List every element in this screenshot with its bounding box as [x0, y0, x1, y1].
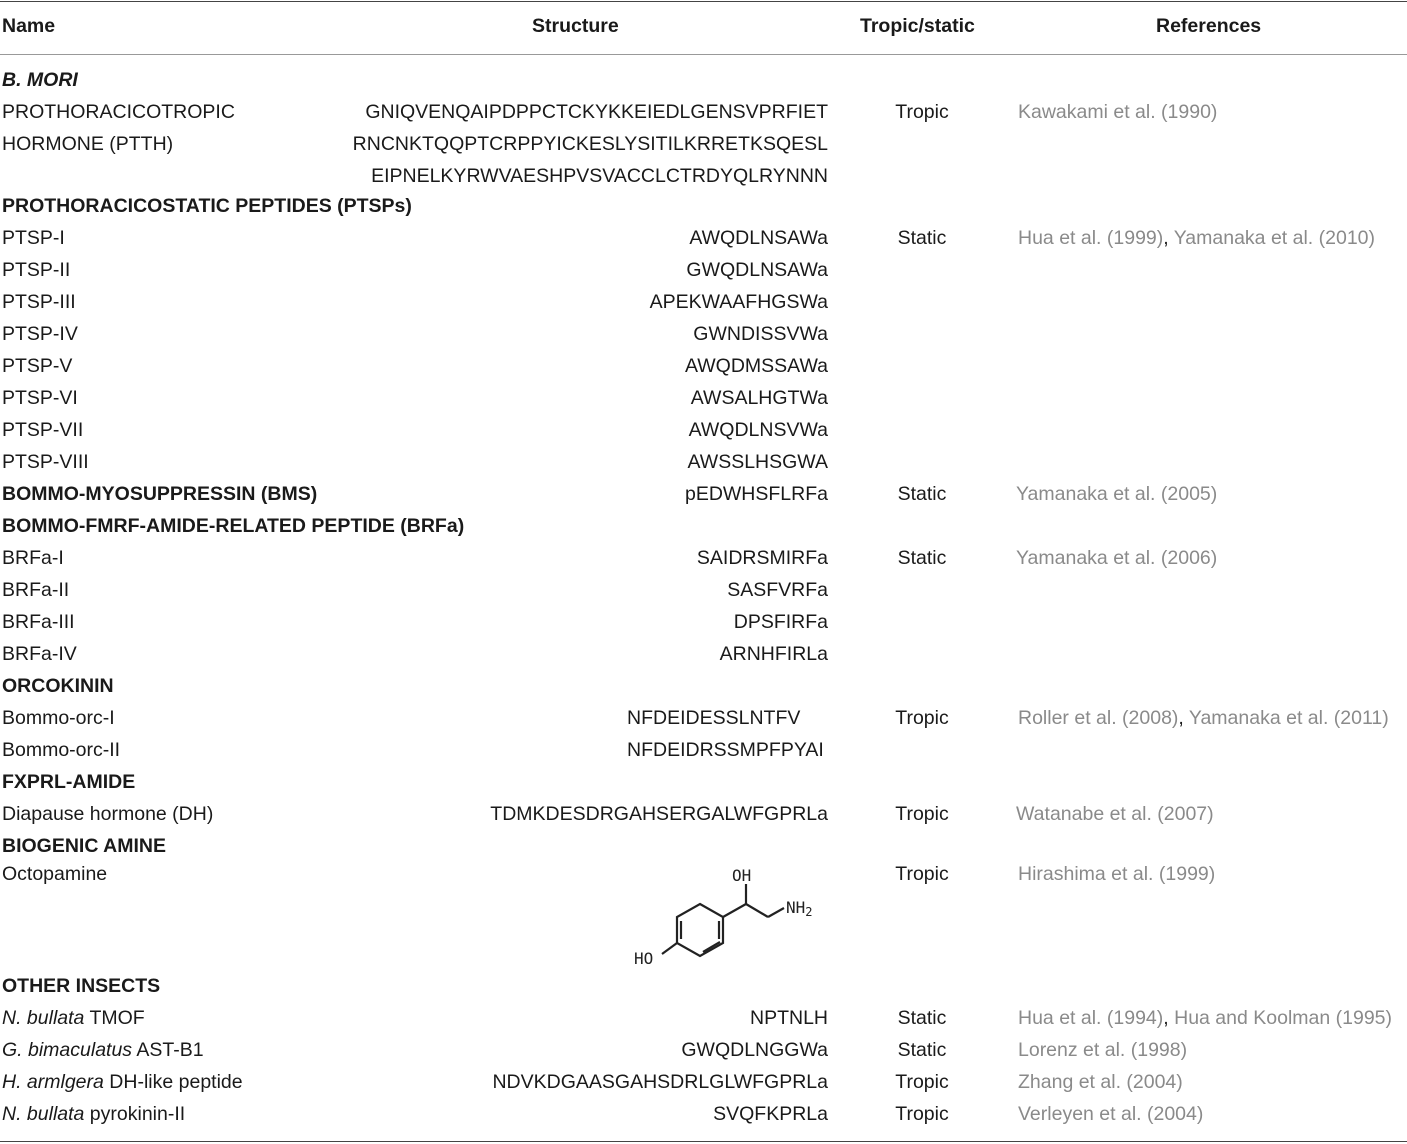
species-name: N. bullata	[2, 1103, 85, 1125]
header-name: Name	[2, 15, 56, 37]
orc2-name: Bommo-orc-II	[2, 739, 121, 761]
section-bms: BOMMO-MYOSUPPRESSIN (BMS)	[2, 483, 318, 505]
benzylic-bond	[723, 904, 746, 917]
row-structure: GWQDLNSAWa	[686, 259, 828, 281]
section-amine: BIOGENIC AMINE	[2, 835, 166, 857]
row-name: PTSP-V	[2, 355, 73, 377]
dh-reference[interactable]: Watanabe et al. (2007)	[1016, 803, 1214, 825]
other4-reference[interactable]: Verleyen et al. (2004)	[1018, 1103, 1204, 1125]
row-name: PTSP-VII	[2, 419, 84, 441]
octopamine-tropic: Tropic	[895, 863, 949, 885]
table-row	[0, 386, 1407, 418]
peptide-name: DH-like peptide	[103, 1071, 243, 1093]
table-top-rule	[0, 1, 1407, 2]
amine-bond	[768, 908, 784, 917]
orc1-reference	[1018, 706, 1389, 730]
row-name: PTSP-VIII	[2, 451, 89, 473]
row-structure: GWNDISSVWa	[693, 323, 828, 345]
section-ptsp: PROTHORACICOSTATIC PEPTIDES (PTSPs)	[2, 195, 412, 217]
dh-tropic: Tropic	[895, 803, 949, 825]
dh-name: Diapause hormone (DH)	[2, 803, 214, 825]
section-brfa: BOMMO-FMRF-AMIDE-RELATED PEPTIDE (BRFa)	[2, 515, 465, 537]
other3-structure: NDVKDGAASGAHSDRLGLWFGPRLa	[492, 1071, 828, 1093]
peptide-name: pyrokinin-II	[84, 1103, 186, 1125]
row-structure: APEKWAAFHGSWa	[649, 291, 828, 313]
species-name: G. bimaculatus	[2, 1039, 133, 1061]
reference-separator: ,	[1163, 227, 1174, 249]
row-structure: DPSFIRFa	[733, 611, 828, 633]
row-name: BRFa-II	[2, 579, 70, 601]
ethyl-bond	[746, 904, 768, 917]
reference-separator: ,	[1178, 707, 1189, 729]
table-row	[0, 578, 1407, 610]
row-structure: SAIDRSMIRFa	[696, 547, 828, 569]
orc1-name: Bommo-orc-I	[2, 707, 115, 729]
row-structure: AWQDLNSAWa	[689, 227, 828, 249]
other3-name	[2, 1070, 243, 1094]
header-structure: Structure	[532, 15, 619, 37]
section-orcokinin: ORCOKININ	[2, 675, 114, 697]
table-row	[0, 418, 1407, 450]
ptth-seq-line3: EIPNELKYRWVAESHPVSVACCLCTRDYQLRYNNN	[371, 165, 828, 187]
octopamine-ho-label: HO	[634, 949, 654, 968]
row-structure: AWQDLNSVWa	[688, 419, 828, 441]
section-fxprl: FXPRL-AMIDE	[2, 771, 136, 793]
peptide-name: AST-B1	[132, 1039, 204, 1061]
table-row	[0, 322, 1407, 354]
other2-structure: GWQDLNGGWa	[681, 1039, 828, 1061]
row-tropic: Static	[897, 547, 947, 569]
octopamine-bonds	[662, 884, 784, 956]
ptth-seq-line1: GNIQVENQAIPDPPCTCKYKKEIEDLGENSVPRFIET	[365, 101, 828, 123]
reference-link[interactable]: Hua et al. (1994)	[1018, 1007, 1164, 1029]
orc2-structure: NFDEIDRSSMPFPYAI	[627, 739, 824, 761]
octopamine-structure-diagram	[628, 860, 838, 972]
bms-reference[interactable]: Yamanaka et al. (2005)	[1016, 483, 1218, 505]
row-name: PTSP-I	[2, 227, 65, 249]
phenol-bond	[662, 943, 677, 954]
ptth-name-line2: HORMONE (PTTH)	[2, 133, 174, 155]
table-row	[0, 610, 1407, 642]
other1-structure: NPTNLH	[749, 1007, 828, 1029]
other1-reference	[1018, 1006, 1392, 1030]
table-row	[0, 258, 1407, 290]
section-other-insects: OTHER INSECTS	[2, 975, 161, 997]
row-name: BRFa-IV	[2, 643, 77, 665]
reference-link[interactable]: Hua and Koolman (1995)	[1174, 1007, 1392, 1029]
other3-tropic: Tropic	[895, 1071, 949, 1093]
octopamine-oh-label: OH	[732, 866, 752, 885]
table-row	[0, 354, 1407, 386]
subscript-two: 2	[805, 905, 813, 919]
row-structure: AWSSLHSGWA	[687, 451, 828, 473]
header-rule	[0, 54, 1407, 55]
header-references: References	[1156, 15, 1262, 37]
reference-separator: ,	[1163, 1007, 1175, 1029]
row-name: PTSP-II	[2, 259, 71, 281]
table-row	[0, 450, 1407, 482]
table-bottom-rule	[0, 1141, 1407, 1142]
row-name: PTSP-III	[2, 291, 76, 313]
ptth-tropic: Tropic	[895, 101, 949, 123]
other4-name	[2, 1102, 185, 1126]
other1-tropic: Static	[897, 1007, 947, 1029]
benzene-ring	[677, 904, 723, 956]
other4-tropic: Tropic	[895, 1103, 949, 1125]
row-structure: SASFVRFa	[727, 579, 828, 601]
octopamine-nh2-label: NH2	[786, 898, 813, 919]
bms-tropic: Static	[897, 483, 947, 505]
reference-link[interactable]: Hua et al. (1999)	[1018, 227, 1164, 249]
table-row	[0, 226, 1407, 258]
ptth-name-line1: PROTHORACICOTROPIC	[2, 101, 235, 123]
row-tropic: Static	[897, 227, 947, 249]
row-name: BRFa-I	[2, 547, 64, 569]
bms-structure: pEDWHSFLRFa	[684, 483, 828, 505]
row-structure: AWSALHGTWa	[690, 387, 828, 409]
row-reference	[1018, 226, 1375, 250]
header-tropic: Tropic/static	[860, 15, 975, 37]
peptide-name: TMOF	[84, 1007, 145, 1029]
row-name: PTSP-IV	[2, 323, 78, 345]
species-name: N. bullata	[2, 1007, 85, 1029]
orc1-structure: NFDEIDESSLNTFV	[627, 707, 801, 729]
octopamine-name: Octopamine	[2, 863, 108, 885]
section-bmori: B. MORI	[2, 69, 78, 91]
other2-tropic: Static	[897, 1039, 947, 1061]
other2-name	[2, 1038, 204, 1062]
other3-reference[interactable]: Zhang et al. (2004)	[1018, 1071, 1183, 1093]
row-name: PTSP-VI	[2, 387, 78, 409]
row-structure: AWQDMSSAWa	[684, 355, 828, 377]
octopamine-reference[interactable]: Hirashima et al. (1999)	[1018, 863, 1216, 885]
other4-structure: SVQFKPRLa	[713, 1103, 828, 1125]
table-row	[0, 290, 1407, 322]
dh-structure: TDMKDESDRGAHSERGALWFGPRLa	[490, 803, 828, 825]
row-reference[interactable]: Yamanaka et al. (2006)	[1016, 547, 1218, 569]
reference-link[interactable]: Yamanaka et al. (2010)	[1173, 227, 1376, 249]
reference-link[interactable]: Roller et al. (2008)	[1018, 707, 1179, 729]
species-name: H. armlgera	[2, 1071, 104, 1093]
table-row	[0, 642, 1407, 674]
orc1-tropic: Tropic	[895, 707, 949, 729]
other2-reference[interactable]: Lorenz et al. (1998)	[1018, 1039, 1188, 1061]
other1-name	[2, 1006, 145, 1030]
table-row	[0, 546, 1407, 578]
row-name: BRFa-III	[2, 611, 75, 633]
ptth-seq-line2: RNCNKTQQPTCRPPYICKESLYSITILKRRETKSQESL	[352, 133, 828, 155]
ptth-reference: Kawakami et al. (1990)	[1018, 101, 1218, 123]
reference-link[interactable]: Yamanaka et al. (2011)	[1188, 707, 1389, 729]
row-structure: ARNHFIRLa	[719, 643, 828, 665]
